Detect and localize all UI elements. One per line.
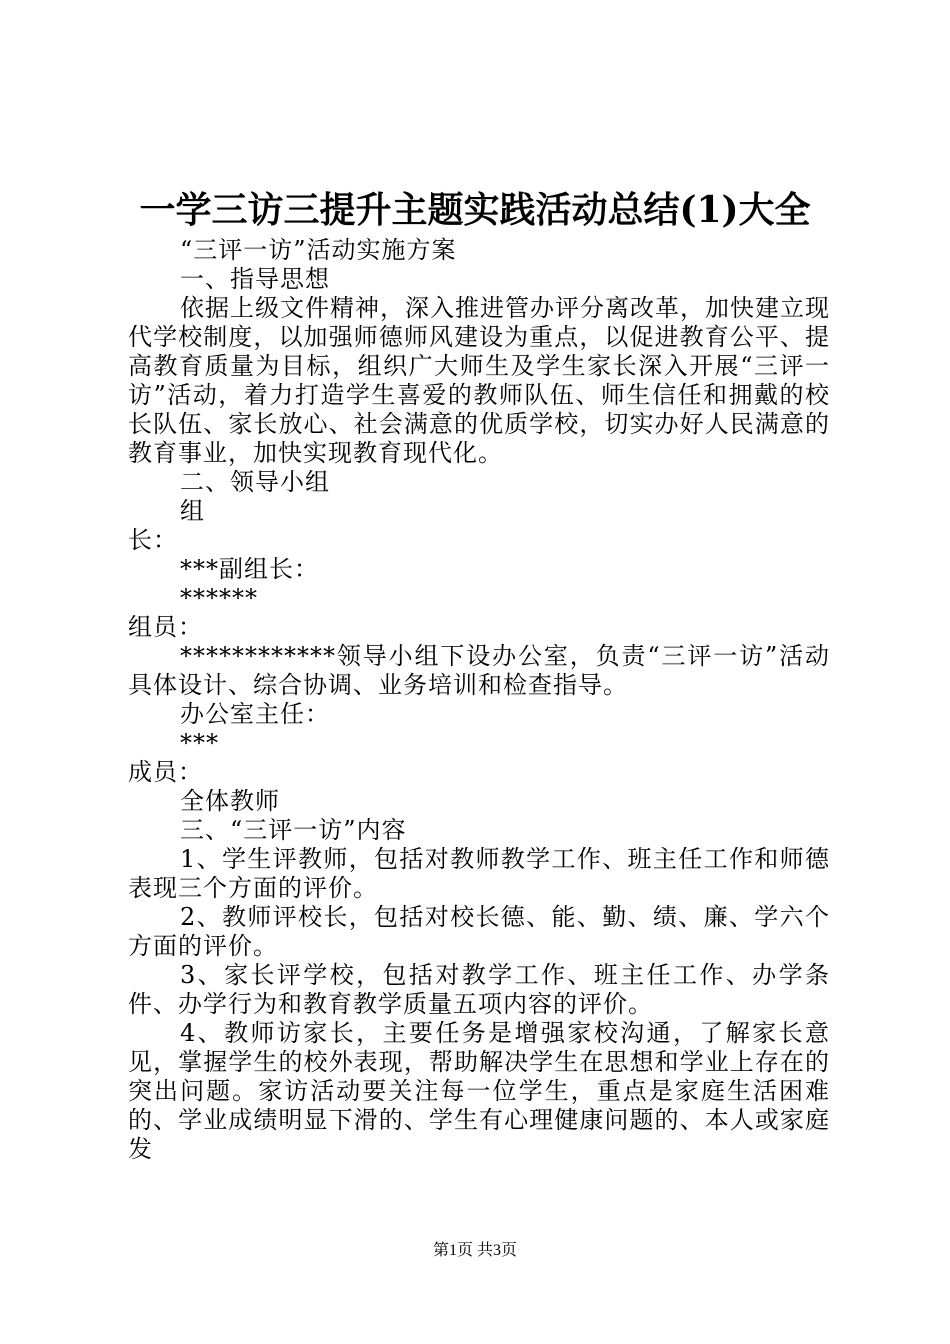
page-footer: 第1页 共3页 [432, 1242, 517, 1259]
document-title: 一学三访三提升主题实践活动总结(1)大全 [139, 189, 811, 231]
paragraph-office-members: ***成员： [128, 729, 219, 786]
paragraph-item-3: 3、家长评学校，包括对教学工作、班主任工作、办学条件、办学行为和教育教学质量五项内容的评价。 [128, 961, 830, 1018]
paragraph-all-teachers: 全体教师 [180, 787, 280, 815]
paragraph-office-director: 办公室主任： [180, 700, 330, 728]
paragraph-heading-leadership: 二、领导小组 [180, 468, 330, 496]
paragraph-group-leader: 组长： [128, 497, 205, 554]
paragraph-heading-guiding: 一、指导思想 [180, 265, 330, 293]
document-body [128, 236, 830, 1164]
paragraph-item-2: 2、教师评校长，包括对校长德、能、勤、绩、廉、学六个方面的评价。 [128, 903, 830, 960]
paragraph-item-4: 4、教师访家长，主要任务是增强家校沟通，了解家长意见，掌握学生的校外表现，帮助解决学生在思想和学业上存在的突出问题。家访活动要关注每一位学生，重点是家庭生活困难的、学业成绩明显下滑的、学生有心理健康问题的、本人或家庭发 [128, 1019, 830, 1163]
paragraph-office-setup: ************领导小组下设办公室，负责“三评一访”活动具体设计、综合协调、业务培训和检查指导。 [128, 642, 830, 699]
paragraph-plan-title: “三评一访”活动实施方案 [180, 236, 457, 264]
paragraph-deputy-leader: ***副组长： [180, 555, 319, 583]
paragraph-group-members: ******组员： [128, 584, 258, 641]
paragraph-item-1: 1、学生评教师，包括对教师教学工作、班主任工作和师德表现三个方面的评价。 [128, 845, 830, 902]
paragraph-heading-content: 三、“三评一访”内容 [180, 816, 407, 844]
paragraph-guiding-content: 依据上级文件精神，深入推进管办评分离改革，加快建立现代学校制度，以加强师德师风建设为重点，以促进教育公平、提高教育质量为目标，组织广大师生及学生家长深入开展“三评一访”活动，着力打造学生喜爱的教师队伍、师生信任和拥戴的校长队伍、家长放心、社会满意的优质学校，切实办好人民满意的教育事业，加快实现教育现代化。 [128, 294, 830, 467]
